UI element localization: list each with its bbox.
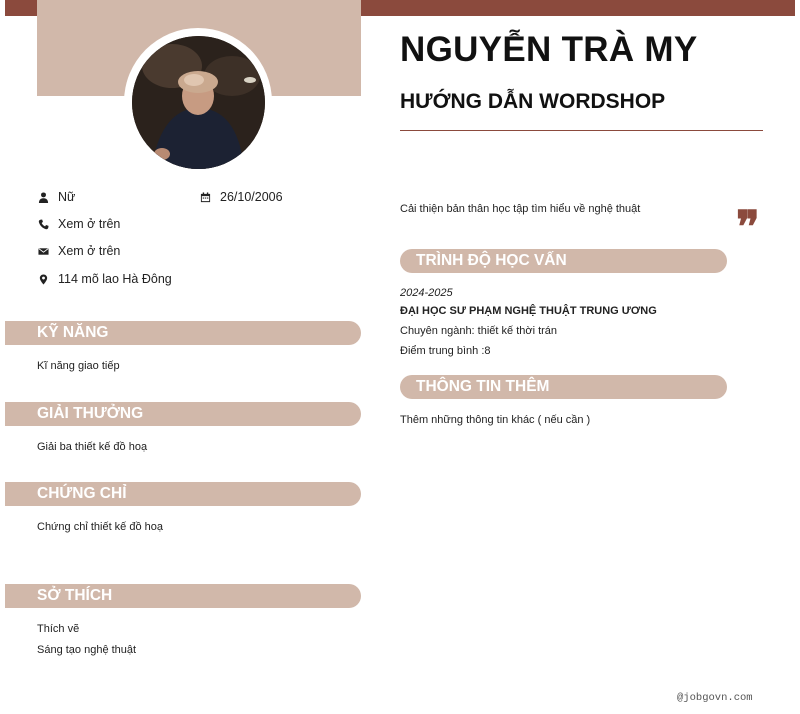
awards-heading: GIẢI THƯỞNG bbox=[5, 402, 361, 426]
gender-value: Nữ bbox=[58, 190, 76, 204]
header-divider bbox=[400, 130, 763, 131]
email-row bbox=[37, 244, 120, 258]
avatar-photo bbox=[132, 36, 265, 169]
extra-info-heading: THÔNG TIN THÊM bbox=[400, 375, 727, 399]
map-pin-icon bbox=[37, 273, 49, 285]
career-objective: Cải thiện bản thân học tập tìm hiểu về nghệ thuật bbox=[400, 203, 641, 215]
birthdate-row bbox=[199, 190, 283, 204]
education-period: 2024-2025 bbox=[400, 287, 453, 299]
candidate-role: HƯỚNG DẪN WORDSHOP bbox=[400, 90, 666, 113]
education-heading: TRÌNH ĐỘ HỌC VẤN bbox=[400, 249, 727, 273]
award-item: Giải ba thiết kế đồ hoạ bbox=[37, 441, 148, 453]
hobby-item: Thích vẽ bbox=[37, 623, 80, 635]
hobbies-heading: SỞ THÍCH bbox=[5, 584, 361, 608]
skills-heading: KỸ NĂNG bbox=[5, 321, 361, 345]
calendar-icon bbox=[199, 191, 211, 203]
phone-icon bbox=[37, 218, 49, 230]
phone-value: Xem ở trên bbox=[58, 217, 121, 231]
certificate-item: Chứng chỉ thiết kế đồ hoạ bbox=[37, 521, 164, 533]
watermark: @jobgovn.com bbox=[677, 692, 753, 704]
certificates-heading: CHỨNG CHỈ bbox=[5, 482, 361, 506]
address-row bbox=[37, 272, 172, 286]
education-school: ĐẠI HỌC SƯ PHẠM NGHỆ THUẬT TRUNG ƯƠNG bbox=[400, 305, 657, 317]
education-major: Chuyên ngành: thiết kế thời trán bbox=[400, 325, 558, 337]
phone-row bbox=[37, 217, 120, 231]
user-icon bbox=[37, 191, 49, 203]
email-value: Xem ở trên bbox=[58, 244, 121, 258]
envelope-icon bbox=[37, 245, 49, 257]
extra-info-text: Thêm những thông tin khác ( nếu cần ) bbox=[400, 414, 591, 426]
gender-row bbox=[37, 190, 75, 204]
education-gpa: Điểm trung bình :8 bbox=[400, 345, 491, 357]
quote-mark-icon: ❞ bbox=[736, 202, 760, 253]
candidate-name: NGUYỄN TRÀ MY bbox=[400, 30, 698, 69]
birthdate-value: 26/10/2006 bbox=[220, 190, 283, 204]
hobby-item: Sáng tạo nghệ thuật bbox=[37, 644, 137, 656]
address-value: 114 mõ lao Hà Đông bbox=[58, 272, 172, 286]
avatar bbox=[132, 36, 265, 169]
skill-item: Kĩ năng giao tiếp bbox=[37, 360, 120, 372]
